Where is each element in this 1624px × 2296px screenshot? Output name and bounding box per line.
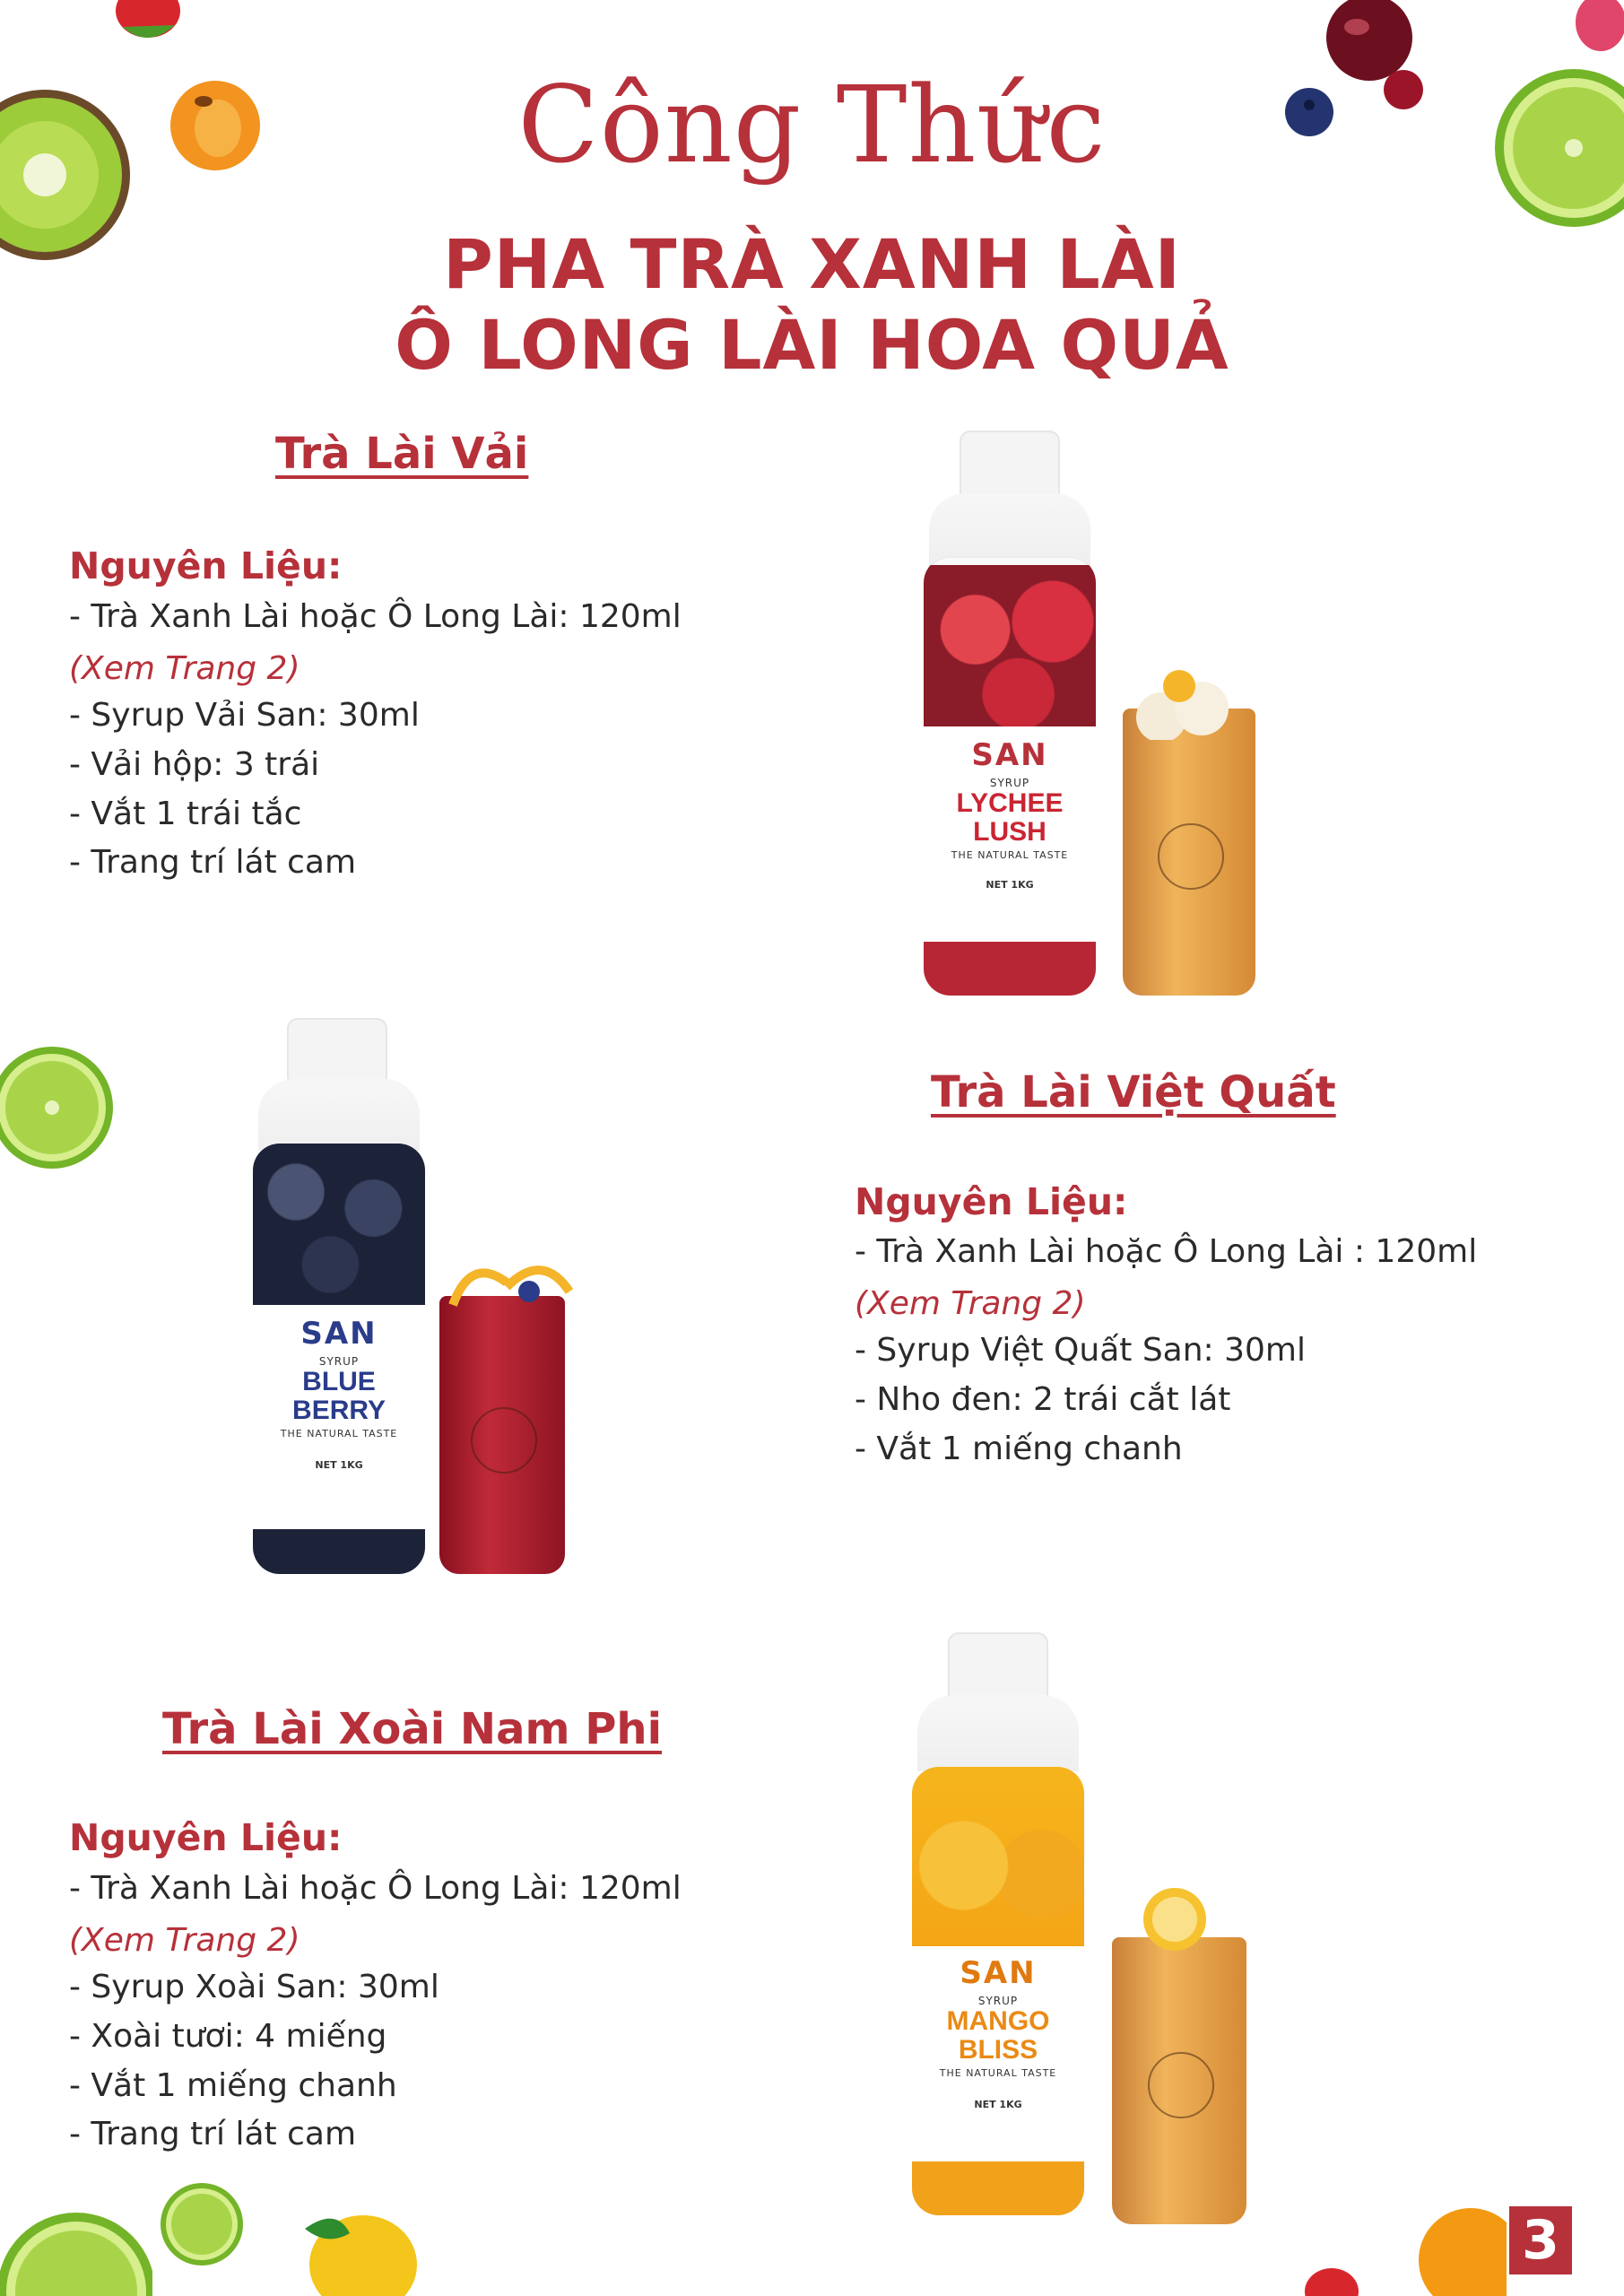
syrup-label: SYRUP (318, 1355, 360, 1368)
ingredient-line: - Trang trí lát cam (69, 2116, 357, 2152)
lime-slice-decoration-3 (0, 2188, 152, 2296)
mango-garnish (1125, 1879, 1233, 1960)
product-name-1: BLUE (302, 1367, 376, 1396)
ingredient-line: - Xoài tươi: 4 miếng (69, 2018, 387, 2055)
syrup-label: SYRUP (977, 1995, 1019, 2007)
lychee-garnish (1125, 668, 1251, 740)
bottle-cap (960, 430, 1060, 498)
bottle-neck (258, 1079, 420, 1151)
net-weight: NET 1KG (974, 2099, 1022, 2110)
page-reference-note: (Xem Trang 2) (69, 650, 300, 687)
ingredient-line: - Syrup Xoài San: 30ml (69, 1969, 439, 2005)
bottle-neck (917, 1695, 1079, 1771)
ingredient-line: - Trang trí lát cam (69, 844, 357, 881)
tagline: THE NATURAL TASTE (280, 1428, 398, 1439)
strawberry-decoration-2 (1300, 2265, 1363, 2296)
blueberry-garnish (444, 1251, 578, 1314)
recipe-title-blueberry: Trà Lài Việt Quất (931, 1067, 1336, 1118)
net-weight: NET 1KG (986, 879, 1034, 891)
lime-slice-decoration-2 (0, 1040, 117, 1175)
glass-logo-icon (1158, 823, 1224, 890)
product-name-2: LUSH (973, 816, 1046, 847)
recipe-title-lychee: Trà Lài Vải (275, 429, 529, 479)
ingredient-line: - Vải hộp: 3 trái (69, 746, 320, 783)
ingredient-line: - Vắt 1 miếng chanh (855, 1431, 1183, 1467)
tagline: THE NATURAL TASTE (951, 849, 1069, 861)
glass-logo-icon (471, 1407, 537, 1474)
product-name-1: LYCHEE (956, 788, 1064, 818)
page-number: 3 (1509, 2206, 1572, 2274)
bottle-cap (948, 1632, 1048, 1700)
brand-logo: SAN (971, 737, 1048, 773)
bottle-neck (929, 493, 1090, 565)
mango-tea-glass (1112, 1937, 1246, 2224)
ingredients-label: Nguyên Liệu: (69, 544, 343, 587)
syrup-label: SYRUP (989, 777, 1030, 789)
main-title-line2: Ô LONG LÀI HOA QUẢ (395, 305, 1229, 385)
lychee-tea-glass (1123, 709, 1255, 996)
lychee-image-bottom (924, 942, 1096, 996)
lychee-image (924, 565, 1096, 726)
blueberry-syrup-bottle (242, 1018, 435, 1574)
bottle-label (912, 1946, 1084, 2161)
brand-logo: SAN (300, 1316, 378, 1352)
blueberry-image (253, 1144, 425, 1305)
mango-image-bottom (912, 2161, 1084, 2215)
lime-slice-decoration-4 (157, 2179, 247, 2269)
tagline: THE NATURAL TASTE (939, 2067, 1057, 2079)
lemon-decoration (287, 2197, 421, 2296)
blueberry-image-bottom (253, 1529, 425, 1574)
ingredient-line: - Nho đen: 2 trái cắt lát (855, 1381, 1231, 1418)
product-name-2: BERRY (292, 1395, 386, 1425)
bottle-label (924, 726, 1096, 942)
brand-logo: SAN (960, 1955, 1037, 1991)
recipe-title-mango: Trà Lài Xoài Nam Phi (162, 1704, 663, 1754)
ingredient-line: - Trà Xanh Lài hoặc Ô Long Lài : 120ml (855, 1233, 1478, 1270)
page-reference-note: (Xem Trang 2) (69, 1922, 300, 1959)
ingredient-line: - Syrup Vải San: 30ml (69, 697, 420, 734)
product-name-1: MANGO (946, 2006, 1050, 2036)
ingredient-line: - Trà Xanh Lài hoặc Ô Long Lài: 120ml (69, 598, 682, 635)
lychee-syrup-bottle (913, 430, 1106, 996)
ingredient-line: - Vắt 1 miếng chanh (69, 2067, 397, 2104)
ingredients-label: Nguyên Liệu: (855, 1180, 1128, 1223)
blueberry-tea-glass (439, 1296, 565, 1574)
ingredient-line: - Vắt 1 trái tắc (69, 796, 302, 832)
mango-image (912, 1767, 1084, 1946)
glass-logo-icon (1148, 2052, 1214, 2118)
bottle-cap (287, 1018, 387, 1083)
product-name-2: BLISS (958, 2034, 1038, 2065)
strawberry-decoration (112, 0, 184, 45)
raspberry-decoration (1574, 0, 1624, 54)
ingredient-line: - Trà Xanh Lài hoặc Ô Long Lài: 120ml (69, 1870, 682, 1907)
ingredients-label: Nguyên Liệu: (69, 1816, 343, 1859)
main-title-line1: PHA TRÀ XANH LÀI (443, 224, 1181, 304)
page-reference-note: (Xem Trang 2) (855, 1285, 1086, 1322)
script-title: Công Thức (517, 63, 1107, 187)
mango-syrup-bottle (901, 1632, 1094, 2215)
ingredient-line: - Syrup Việt Quất San: 30ml (855, 1332, 1306, 1369)
orange-decoration (1417, 2197, 1507, 2296)
net-weight: NET 1KG (315, 1459, 363, 1471)
bottle-label (253, 1305, 425, 1529)
